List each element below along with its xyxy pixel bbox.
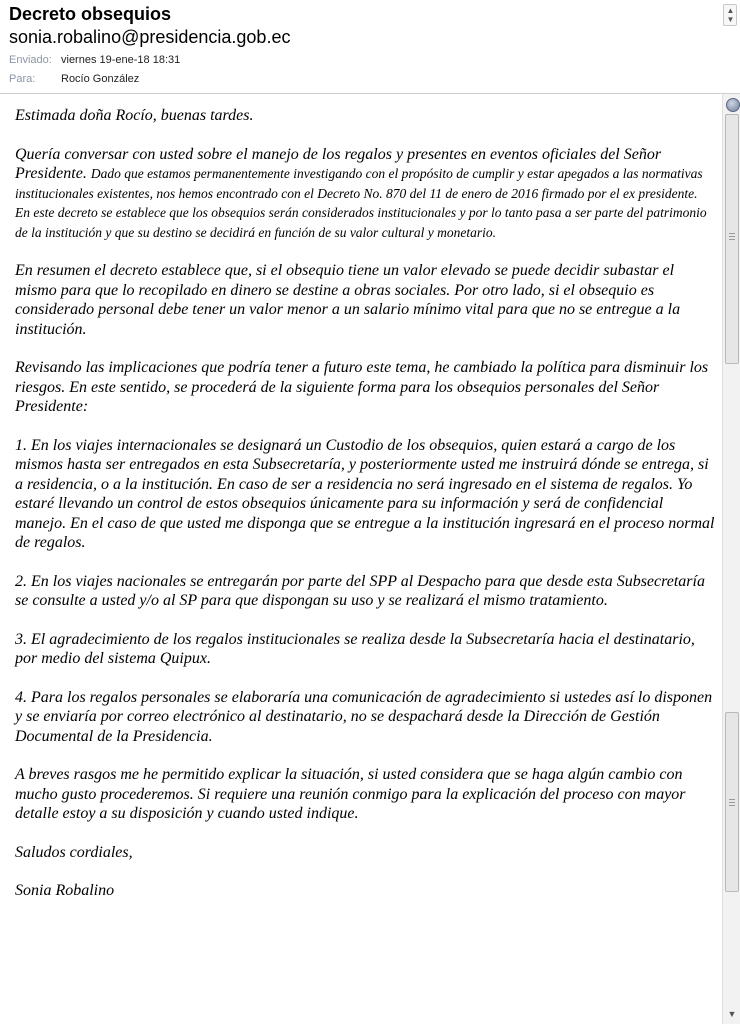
chevron-up-icon[interactable]: ▲ — [726, 6, 735, 15]
greeting: Estimada doña Rocío, buenas tardes. — [15, 107, 254, 124]
list-item: 1. En los viajes internacionales se designará un Custodio de los obsequios, quien estará a cargo de los mismos hasta ser entregados en esta Subsecretaría, y posteriormente usted me instruirá dónde se entrega, si a residencia, o a la institución. En caso de ser a residencia no será ingresado en el sistema de regalos. Yo estaré llevando un control de estos obsequios únicamente para su información y será de confidencial manejo. En el caso de que usted me disponga que se entregue a la institución ingresará en el proceso normal de regalos. — [15, 436, 715, 551]
closing: Saludos cordiales, — [15, 843, 133, 861]
scroll-top-button[interactable] — [724, 96, 740, 112]
message-body — [0, 94, 722, 1024]
sent-label: Enviado: — [9, 54, 52, 66]
to-label: Para: — [9, 73, 36, 85]
grip-line — [729, 239, 735, 240]
email-text — [15, 106, 715, 920]
chevron-down-icon[interactable]: ▼ — [726, 15, 735, 24]
list-item: 2. En los viajes nacionales se entregarán por parte del SPP al Despacho para que desde esta Subsecretaría se consulte a usted y/o al SP para que dispongan su uso y se realizará el mismo tratamiento. — [15, 572, 705, 609]
message-header — [0, 0, 740, 94]
paragraph-policy: Revisando las implicaciones que podría tener a futuro este tema, he cambiado la política para disminuir los riesgos. En este sentido, se procederá de la siguiente forma para los obsequios personales del Señor Presidente: — [15, 359, 709, 415]
paragraph-intro-lead: Quería conversar con usted sobre el manejo de los regalos y presentes en eventos oficiales del Señor Presidente. — [15, 145, 662, 182]
email-sender[interactable]: sonia.robalino@presidencia.gob.ec — [9, 27, 291, 47]
grip-line — [729, 236, 735, 237]
paragraph-intro-detail: Dado que estamos permanentemente investigando con el propósito de cumplir y estar apegados a las normativas institucionales existentes, nos hemos encontrado con el Decreto No. 870 del 11 de enero de 2016 firmado por el ex presidente. En este decreto se establece que los obsequios serán considerados institucionales y por lo tanto pasa a ser parte del patrimonio de la institución y que su destino se decidirá en función de su valor cultural y monetario. — [15, 166, 707, 240]
signature: Sonia Robalino — [15, 882, 115, 899]
globe-icon — [726, 98, 740, 112]
sent-value: viernes 19-ene-18 18:31 — [61, 54, 181, 66]
scrollbar-track-segment[interactable] — [725, 712, 739, 892]
paragraph-intro — [15, 145, 715, 243]
paragraph-summary: En resumen el decreto establece que, si el obsequio tiene un valor elevado se puede decidir subastar el mismo para que lo recopilado en dinero se destine a obras sociales. Por otro lado, si el obsequio es considerado personal debe tener un valor menor a un salario mínimo vital para que no se entregue a la institución. — [15, 262, 681, 338]
grip-line — [729, 799, 735, 800]
grip-line — [729, 233, 735, 234]
to-value[interactable]: Rocío González — [61, 73, 140, 85]
grip-line — [729, 802, 735, 803]
list-item: 4. Para los regalos personales se elaboraría una comunicación de agradecimiento si ustedes así lo disponen y se enviaría por correo electrónico al destinatario, no se despachará desde la Dirección de Gestión Documental de la Presidencia. — [15, 688, 713, 745]
paragraph-closing-remarks: A breves rasgos me he permitido explicar la situación, si usted considera que se haga algún cambio con mucho gusto procederemos. Si requiere una reunión conmigo para la explicación del proceso con mayor detalle estoy a su disposición y cuando usted indique. — [15, 766, 686, 822]
scroll-down-button[interactable]: ▼ — [724, 1006, 740, 1022]
vertical-scrollbar[interactable] — [722, 94, 740, 1024]
list-item: 3. El agradecimiento de los regalos institucionales se realiza desde la Subsecretaría hacia el destinatario, por medio del sistema Quipux. — [15, 630, 695, 667]
email-subject: Decreto obsequios — [9, 4, 172, 24]
header-scroll-control[interactable] — [723, 4, 737, 26]
scrollbar-thumb[interactable] — [725, 114, 739, 364]
grip-line — [729, 805, 735, 806]
